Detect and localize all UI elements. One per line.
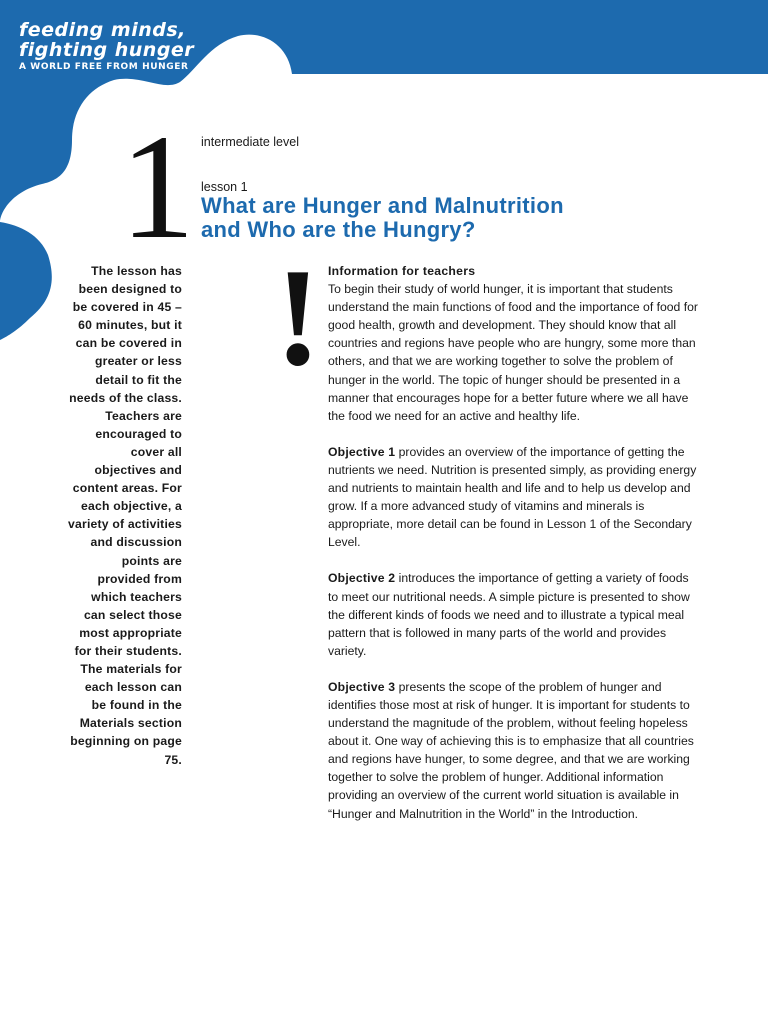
lesson-title-line-2: and Who are the Hungry? — [201, 217, 476, 242]
objective-2-label: Objective 2 — [328, 571, 396, 586]
objective-1-text: provides an overview of the importance of getting the nutrients we need. Nutrition is presented simply, as providing energy and nutrients to maintain health and life and to help us develop and grow. If a more advanced study of vitamins and minerals is appropriate, more detail can be found in Lesson 1 of the Secondary Level. — [328, 444, 697, 550]
objective-3-paragraph — [328, 678, 700, 823]
main-content — [328, 262, 700, 841]
lesson-label: lesson 1 — [201, 180, 248, 194]
sidebar-note: The lesson has been designed to be covered in 45 – 60 minutes, but it can be covered in greater or less detail to fit the needs of the class. Teachers are encouraged to cover all objectives and content areas. For each objective, a variety of activities and discussion points are provided from which teachers can select those most appropriate for their students. The materials for each lesson can be found in the Materials section beginning on page 75. — [68, 264, 182, 767]
exclamation-mark: ! — [274, 240, 322, 395]
objective-2-paragraph — [328, 569, 700, 659]
objective-1-label: Objective 1 — [328, 444, 396, 459]
lesson-title-line-1: What are Hunger and Malnutrition — [201, 193, 564, 218]
section-heading: Information for teachers — [328, 264, 476, 278]
objective-3-text: presents the scope of the problem of hunger and identifies those most at risk of hunger. It is important for students to understand the magnitude of the problem, without feeling hopeless about it. One way of achieving this is to emphasize that all countries and regions have hunger, to some degree, and that we are working together to solve the problem of hunger. Additional information providing an overview of the current world situation is available in “Hunger and Malnutrition in the World” in the Introduction. — [328, 679, 694, 821]
objective-2-text: introduces the importance of getting a variety of foods to meet our nutritional needs. A simple picture is presented to show the different kinds of foods we need and to illustrate a typical meal pattern that is followed in many parts of the world and provides variety. — [328, 571, 690, 658]
blue-left-edge-shape — [0, 222, 52, 340]
brand-tagline: A WORLD FREE FROM HUNGER — [19, 62, 189, 72]
brand-line-2: fighting hunger — [19, 39, 195, 61]
intro-paragraph: To begin their study of world hunger, it is important that students understand the main functions of food and the importance of food for good health, growth and development. They should know that all countries and regions have people who are hungry, some more than others, and that we are working together to solve the problem of hunger in the world. The topic of hunger should be presented in a manner that encourages hope for a better future where we all have the food we need for an active and healthy life. — [328, 282, 698, 423]
brand-line-1: feeding minds, — [19, 19, 186, 41]
level-label: intermediate level — [201, 135, 299, 149]
objective-3-label: Objective 3 — [328, 679, 396, 694]
objective-1-paragraph — [328, 443, 700, 552]
lesson-number: 1 — [120, 104, 195, 270]
brand-logo — [19, 20, 194, 72]
lesson-title — [201, 194, 681, 242]
